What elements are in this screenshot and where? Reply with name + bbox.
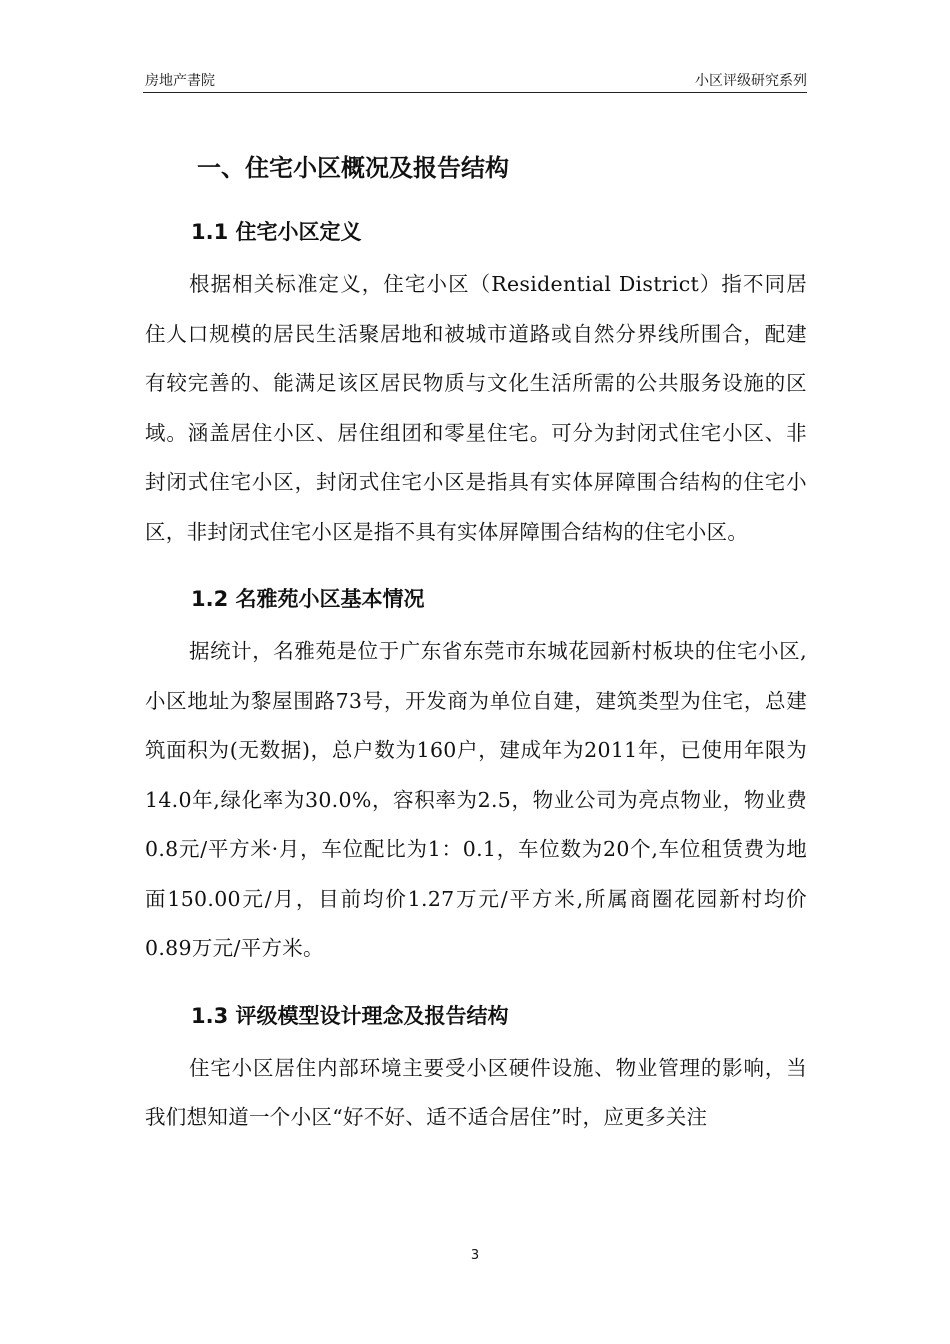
document-body xyxy=(145,140,807,1143)
paragraph-model-design: 住宅小区居住内部环境主要受小区硬件设施、物业管理的影响，当我们想知道一个小区“好不好、适不适合居住”时，应更多关注 xyxy=(145,1055,807,1129)
section-title: 一、住宅小区概况及报告结构 xyxy=(197,154,509,182)
header-divider xyxy=(143,92,807,93)
paragraph-basic-info: 据统计，名雅苑是位于广东省东莞市东城花园新村板块的住宅小区,小区地址为黎屋围路73号，开发商为单位自建，建筑类型为住宅，总建筑面积为(无数据)，总户数为160户，建成年为2011年，已使用年限为14.0年,绿化率为30.0%，容积率为2.5，物业公司为亮点物业，物业费0.8元/平方米·月，车位配比为1：0.1，车位数为20个,车位租赁费为地面150.00元/月，目前均价1.27万元/平方米,所属商圈花园新村均价0.89万元/平方米。 xyxy=(145,639,807,960)
header-publisher: 房地产書院 xyxy=(145,73,215,89)
subsection-heading-model-design: 1.3 评级模型设计理念及报告结构 xyxy=(191,1003,509,1028)
subsection-heading-basic-info: 1.2 名雅苑小区基本情况 xyxy=(191,587,425,611)
subsection-heading-definition: 1.1 住宅小区定义 xyxy=(191,220,362,244)
page-number: 3 xyxy=(470,1248,480,1263)
paragraph-definition: 根据相关标准定义，住宅小区（Residential District）指不同居住人口规模的居民生活聚居地和被城市道路或自然分界线所围合，配建有较完善的、能满足该区居民物质与文化生活所需的公共服务设施的区域。涵盖居住小区、居住组团和零星住宅。可分为封闭式住宅小区、非封闭式住宅小区，封闭式住宅小区是指具有实体屏障围合结构的住宅小区，非封闭式住宅小区是指不具有实体屏障围合结构的住宅小区。 xyxy=(145,272,807,544)
header-series-title: 小区评级研究系列 xyxy=(695,73,807,89)
